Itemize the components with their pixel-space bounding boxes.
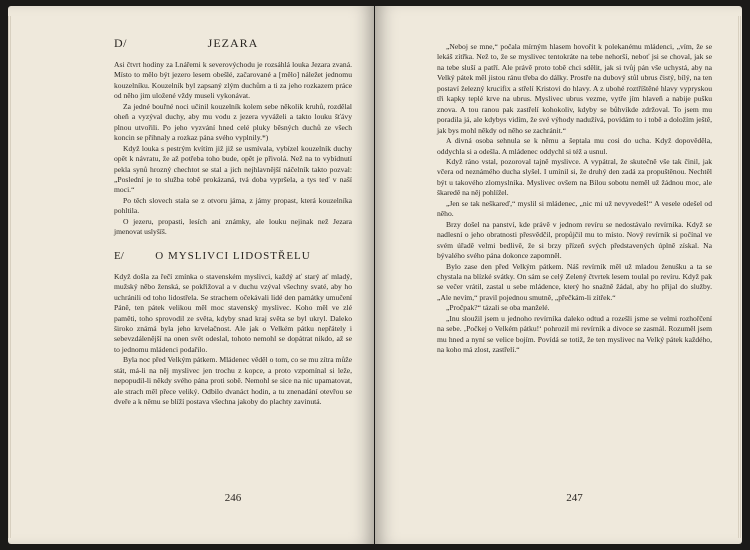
paragraph: A divná osoba sehnula se k němu a šeptala mu cosi do ucha. Když dopověděla, oddychla si a odešla. A mládenec oddychl si též a usnul.: [437, 136, 712, 156]
paragraph: „Jen se tak neškareď,“ myslil si mládenec, „nic mi už nevyvedeš!“ A vesele odešel od něho.: [437, 198, 712, 219]
top-spacer: [437, 6, 712, 42]
body-text: [114, 60, 352, 238]
left-text-column: [8, 6, 374, 544]
right-page: [375, 6, 742, 544]
paragraph: Po těch slovech stala se z otvoru jáma, z jámy propast, která kouzelníka pohltila.: [114, 195, 352, 216]
paragraph: Byla noc před Velkým pátkem. Mládenec věděl o tom, co se mu zítra může stát, má-li na něj myslivec jen trochu z kopce, a proto vzpomínal si leže, nepopudil-li někdy svého pána proti sobě. Nemohl se sice na nic upamatovat, ale strach měl přece veliký. Odbilo dvanáct hodin, a tu znenadání otevřou se dveře a k němu se blíží postava všechna jakoby do plachty zavinutá.: [114, 355, 352, 407]
paragraph: Asi čtvrt hodiny za Lnářemi k severovýchodu je rozsáhlá louka Jezara zvaná. Místo to mělo být jezero lesem obešlé, začarované a [mělo] náležet jednomu kouzelníku. Kouzelník byl zapsaný zlým duchům a ti za jeho rozkazem práce od něho jim uložené vždy museli vykonávat.: [114, 60, 352, 101]
body-text-right: [437, 42, 712, 356]
paragraph: „Inu sloužil jsem u jednoho revírníka daleko odtud a rozešli jsme se velmi rozhořčení na sebe. ‚Počkej o Velkém pátku!‘ pohrozil mi revírník a divoce se zasmál. Rozuměl jsem mu hned a nyní se velice bojím. Povídá se totiž, že ten myslivec na Velký pátek každého, na koho má zlost, zastřelí.“: [437, 313, 712, 355]
paragraph: Za jedné bouřné noci učinil kouzelník kolem sebe několik kruhů, rozdělal oheň a vyzýval duchy, aby mu vodu z jezera vyváželi a takto louku šťávy plnou utvořili. Po jeho vyzvání hned celé pluky běsných duchů ze všech koncin se přihnaly a rozkaz pána svého vyplnily.*): [114, 101, 352, 143]
section-letter: D/: [114, 36, 127, 50]
paragraph: Když došla za řečí zmínka o stavenském myslivci, každý ať starý ať mladý, mužský něbo ženská, se pokřižoval a v duchu vzýval všechny svaté, aby ho uchránili od toho lidostřela. Se strachem očekávali lidé den památky umučení Páně, ten pátek velikou měl moc stavenský myslivec. Koho měl ve zlé paměti, toho sprovodil ze světa, kdyby snad kraj světa se byl ukryl. Daleko široko známá byla jeho krvelačnost. Ale jak o Velkém pátku nepřátely i sebevzdálenější na onen svět odeslal, tohoto nemohl se dopátrat nikdo, až se to jednomu mládenci podařilo.: [114, 271, 352, 354]
body-text-2: [114, 272, 352, 408]
paragraph: Když louka s pestrým kvítím již již se usmívala, vybízel kouzelník duchy opět k návratu, že až potřeba toho bude, opět je přivolá. Než na to vybídnutí pekla synů hrozný chechtot se stal a jich nejhlavnější náčelník takto pozval: „Poslední je to služba tobě prokázaná, tvá doba vypršela, a tys teď v naší moci.“: [114, 143, 352, 195]
page-number-left: 246: [224, 492, 242, 504]
paragraph: Brzy došel na panství, kde právě v jednom revíru se nedostávalo revírníka. Když se nadlesní o jeho obratnosti přesvědčil, propůjčil mu to místo. Nový revírník si počínal ve svém úřadě velmi bedlivě, že si brzy přízeň svých představených úplně získal. Na bývalého svého pána dokonce zapomněl.: [437, 219, 712, 261]
paragraph: „Neboj se mne,“ počala mírným hlasem hovořit k polekanému mládenci, „vím, že se lekáš zítřka. Než to, že se myslivec tentokráte na tebe nehorší, neboť jsi se choval, jak se na tebe sluší a patří. Ale právě proto tobě chci sdělit, jak si tvůj pán vše uchystá, aby na Velký pátek měl jistou ránu třeba do dálky. Prostře na dubový stůl ubrus čistý, bílý, na ten postaví železný krucifix a střelí Kristovi do hlavy. A z ubohé roztříštěné hlavy vypryskou tři kapky teplé krve na ubrus. Myslivec ubrus vezme, vytře jím hlaveň a nabije pušku znova. A tou ranou pak zastřelí kohokoliv, kdyby se bůhvíkde zdržoval. To jsem mu poradila já, ale kdybys vidím, že své výhody nadužívá, povídám to i tobě a doložím ještě, jak bys mohl někdy od něho se zachránit.“: [437, 42, 712, 135]
section-title-2: O MYSLIVCI LIDOSTŘELU: [155, 249, 311, 262]
right-text-column: [375, 6, 742, 544]
page-number-right: 247: [566, 492, 583, 504]
section-title: JEZARA: [207, 36, 259, 50]
paragraph: Když ráno vstal, pozoroval tajně myslivce. A vypátral, že skutečně vše tak činil, jak včera od neznámého ducha slyšel. I umínil si, že druhý den zadá za propuštěnou. Nechtěl být u takového zlomyslníka. Myslivec ovšem na Bílou sobotu neměl už žádnou moc, ale škaredě na něj pohlížel.: [437, 156, 712, 198]
section-letter-2: E/: [114, 249, 124, 262]
left-page: [8, 6, 374, 544]
paragraph: „Pročpak?“ tázali se oba manželé.: [446, 303, 550, 313]
section-header: [114, 36, 352, 54]
paragraph: Bylo zase den před Velkým pátkem. Náš revírník měl už mladou ženušku a ta se chystala na blízké svátky. On sám se celý Zelený čtvrtek lesem toulal po revíru. Když pak se večer vrátil, zastal u sebe mládence, který ho snažně žádal, aby ho přijal do služby. „Ale nevím,“ pravil pojednou smutně, „přečkám-li zítřek.“: [437, 261, 712, 302]
paragraph: O jezeru, propasti, lesích ani známky, ale louku nejinak než Jezara jmenovat uslyšíš.: [114, 216, 352, 237]
section-header-2: [114, 248, 352, 264]
